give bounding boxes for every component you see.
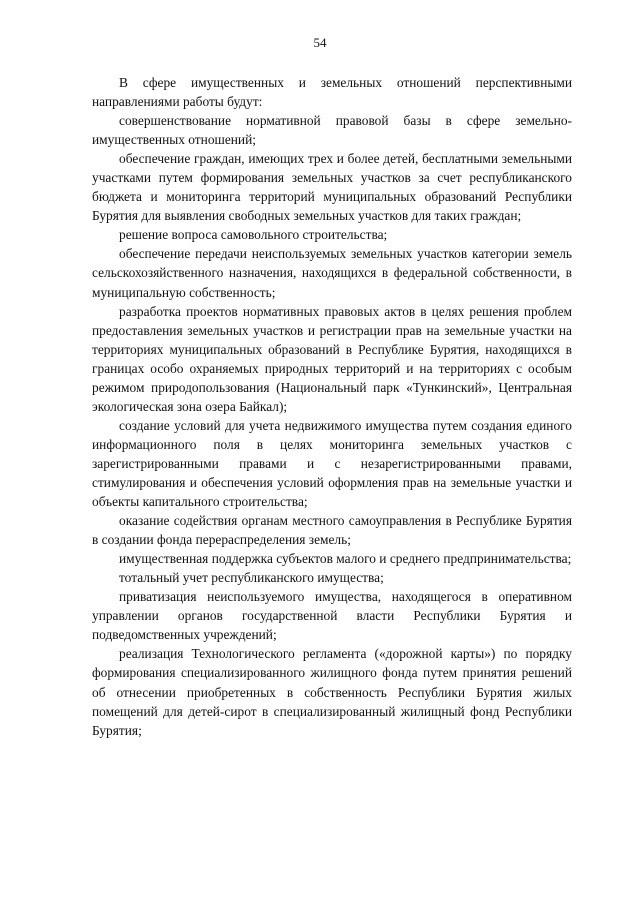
paragraph-item: обеспечение граждан, имеющих трех и более детей, бесплатными земельными участками путем формирования земельных участков за счет республиканского бюджета и мониторинга территорий муниципальных образований Республики Бурятия для выявления свободных земельных участков для таких граждан; — [92, 151, 572, 224]
paragraph-item: имущественная поддержка субъектов малого и среднего предпринимательства; — [119, 551, 572, 567]
document-body — [92, 73, 572, 740]
page-number: 54 — [313, 35, 327, 50]
paragraph-item: приватизация неиспользуемого имущества, находящегося в оперативном управлении органов государственной власти Республики Бурятия и подведомственных учреждений; — [92, 589, 572, 643]
paragraph-intro: В сфере имущественных и земельных отношений перспективными направлениями работы будут: — [92, 75, 572, 110]
paragraph-item: тотальный учет республиканского имущества; — [119, 570, 384, 586]
paragraph-item: совершенствование нормативной правовой базы в сфере земельно-имущественных отношений; — [92, 113, 572, 148]
paragraph-item: создание условий для учета недвижимого имущества путем создания единого информационного поля в целях мониторинга земельных участков с зарегистрированными правами и с незарегистрированными правами, стимулирования и обеспечения условий оформления прав на земельные участки и объекты капитального строительства; — [92, 417, 572, 510]
paragraph-item: оказание содействия органам местного самоуправления в Республике Бурятия в создании фонда перераспределения земель; — [92, 513, 572, 548]
paragraph-item: реализация Технологического регламента («дорожной карты») по порядку формирования специализированного жилищного фонда путем принятия решений об отнесении приобретенных в собственность Республики Бурятия жилых помещений для детей-сирот в специализированный жилищный фонд Республики Бурятия; — [92, 646, 572, 738]
paragraph-item: разработка проектов нормативных правовых актов в целях решения проблем предоставления земельных участков и регистрации прав на земельные участки на территориях муниципальных образований в Республике Бурятия, находящихся в границах особо охраняемых природных территорий и на территориях с особым режимом природопользования (Национальный парк «Тункинский», Центральная экологическая зона озера Байкал); — [92, 303, 572, 414]
paragraph-item: обеспечение передачи неиспользуемых земельных участков категории земель сельскохозяйственного назначения, находящихся в федеральной собственности, в муниципальную собственность; — [92, 246, 572, 300]
paragraph-item: решение вопроса самовольного строительства; — [119, 227, 388, 243]
